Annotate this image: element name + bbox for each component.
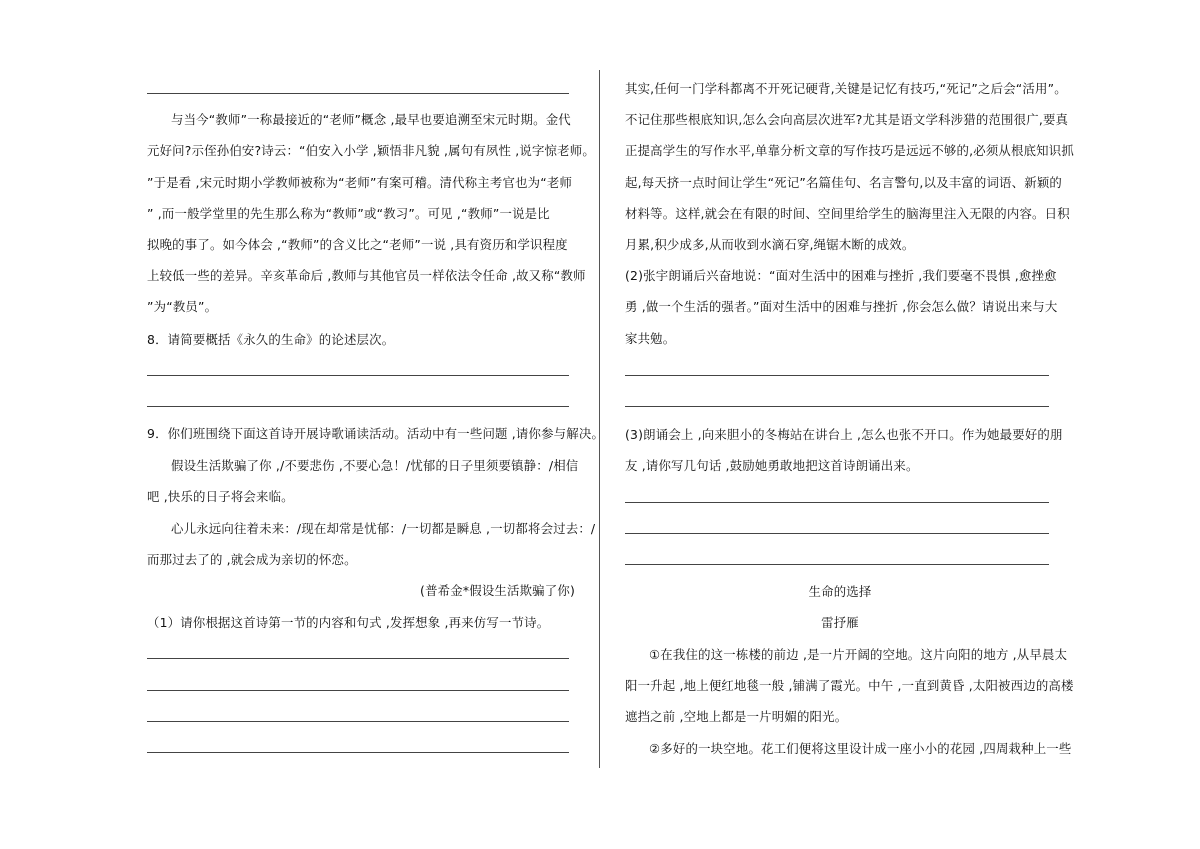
poem-line: 而那过去了的 ,就会成为亲切的怀恋。 [147,552,357,567]
answer-line [147,406,569,407]
answer-line [147,93,569,94]
answer-line [147,690,569,691]
answer-line [147,658,569,659]
essay-line: 遮挡之前 ,空地上都是一片明媚的阳光。 [625,709,848,724]
poem-line: 假设生活欺骗了你 ,/不要悲伤 ,不要心急！/忧郁的日子里须要镇静：/相信 [171,458,579,473]
answer-line [147,375,569,376]
question-3-line: 友 ,请你写几句话 ,鼓励她勇敢地把这首诗朗诵出来。 [625,458,919,473]
answer-line [625,502,1049,503]
poem-line: 心儿永远向往着未来：/现在却常是忧郁：/一切都是瞬息 ,一切都将会过去：/ [171,521,596,536]
para-line: 材料等。这样,就会在有限的时间、空间里给学生的脑海里注入无限的内容。日积 [625,206,1070,221]
para-line: 拟晚的事了。如今体会 ,“教师”的含义比之“老师”一说 ,具有资历和学识程度 [147,237,568,252]
column-divider [599,70,600,768]
para-line: ”为“教员”。 [147,299,218,314]
para-line: 其实,任何一门学科都离不开死记硬背,关键是记忆有技巧,“死记”之后会“活用”。 [625,81,1067,96]
para-line: 不记住那些根底知识,怎么会向高层次进军?尤其是语文学科涉猎的范围很广,要真 [625,112,1069,127]
answer-line [625,375,1049,376]
para-line: ” ,而一般学堂里的先生那么称为“教师”或“教习”。可见 ,“教师”一说是比 [147,206,550,221]
question-2-line: 勇 ,做一个生活的强者。”面对生活中的困难与挫折 ,你会怎么做？请说出来与大 [625,299,1058,314]
question-2-line: 家共勉。 [625,331,676,346]
question-9: 9．你们班围绕下面这首诗开展诗歌诵读活动。活动中有一些问题 ,请你参与解决。 [147,426,605,441]
answer-line [625,564,1049,565]
answer-line [625,533,1049,534]
poem-attribution: (普希金*假设生活欺骗了你) [420,583,575,598]
question-8: 8．请简要概括《永久的生命》的论述层次。 [147,332,395,347]
answer-line [147,752,569,753]
essay-line: ②多好的一块空地。花工们便将这里设计成一座小小的花园 ,四周栽种上一些 [649,741,1072,756]
para-line: 月累,积少成多,从而收到水滴石穿,绳锯木断的成效。 [625,237,915,252]
para-line: 起,每天挤一点时间让学生“死记”名篇佳句、名言警句,以及丰富的词语、新颖的 [625,175,1063,190]
answer-line [147,721,569,722]
question-3-line: (3)朗诵会上 ,向来胆小的冬梅站在讲台上 ,怎么也张不开口。作为她最要好的朋 [625,427,1063,442]
para-line: 元好问?示侄孙伯安?诗云：“伯安入小学 ,颖悟非凡貌 ,属句有夙性 ,说字惊老师。 [147,143,595,158]
para-line: 上较低一些的差异。辛亥革命后 ,教师与其他官员一样依法令任命 ,故又称“教师 [147,268,586,283]
essay-title: 生命的选择 [808,584,872,599]
poem-line: 吧 ,快乐的日子将会来临。 [147,489,294,504]
essay-author: 雷抒雁 [821,615,859,630]
question-9-1: （1）请你根据这首诗第一节的内容和句式 ,发挥想象 ,再来仿写一节诗。 [147,615,550,630]
para-line: 与当今“教师”一称最接近的“老师”概念 ,最早也要追溯至宋元时期。金代 [171,112,571,127]
answer-line [625,406,1049,407]
essay-line: ①在我住的这一栋楼的前边 ,是一片开阔的空地。这片向阳的地方 ,从早晨太 [649,647,1068,662]
para-line: 正提高学生的写作水平,单靠分析文章的写作技巧是远远不够的,必须从根底知识抓 [625,143,1074,158]
para-line: ”于是看 ,宋元时期小学教师被称为“老师”有案可稽。清代称主考官也为“老师 [147,175,573,190]
question-2-line: (2)张宇朗诵后兴奋地说：“面对生活中的困难与挫折 ,我们要毫不畏惧 ,愈挫愈 [625,268,1057,283]
essay-line: 阳一升起 ,地上便红地毯一般 ,铺满了霞光。中午 ,一直到黄昏 ,太阳被西边的高楼 [625,678,1074,693]
